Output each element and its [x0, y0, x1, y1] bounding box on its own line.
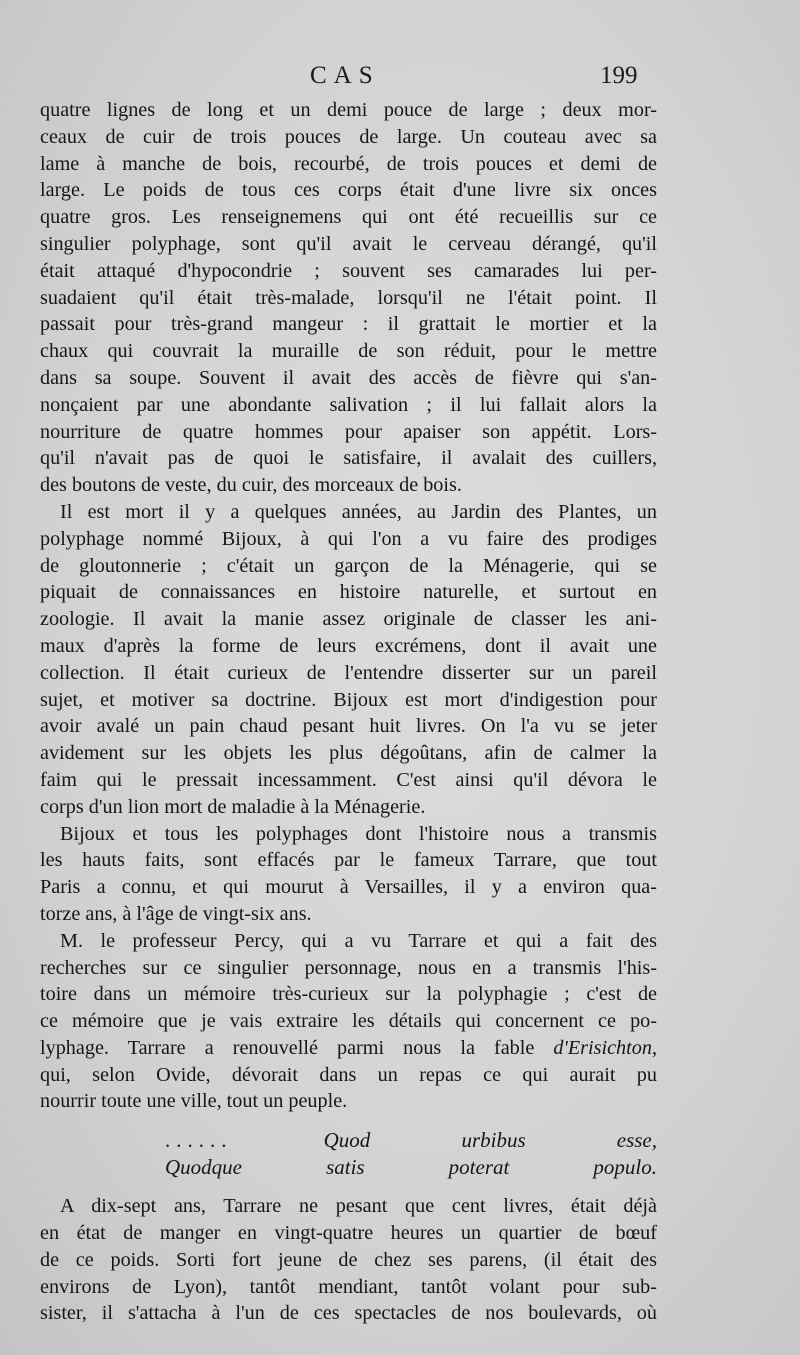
- paragraph-5: [40, 1193, 657, 1327]
- text-line: collection. Il était curieux de l'entendre disserter sur un pareil: [40, 661, 657, 684]
- text-line: piquait de connaissances en histoire naturelle, et surtout en: [40, 581, 657, 604]
- text-line: M. le professeur Percy, qui a vu Tarrare et qui a fait des: [60, 929, 657, 952]
- text-line: avoir avalé un pain chaud pesant huit livres. On l'a vu se jeter: [40, 715, 657, 738]
- work-title: d'Erisichton: [553, 1036, 652, 1059]
- verse-line: [40, 1127, 657, 1154]
- text-line: chaux qui couvrait la muraille de son réduit, pour le mettre: [40, 340, 657, 363]
- text-line: maux d'après la forme de leurs excrémens, dont il avait une: [40, 634, 657, 657]
- text-line: ce mémoire que je vais extraire les détails qui concernent ce po-: [40, 1010, 657, 1033]
- running-head: CAS: [310, 62, 380, 89]
- text-line: qui, selon Ovide, dévorait dans un repas ce qui aurait pu: [40, 1063, 657, 1086]
- latin-quotation: [40, 1127, 657, 1181]
- text-line: en état de manger en vingt-quatre heures un quartier de bœuf: [40, 1222, 657, 1245]
- text-line: recherches sur ce singulier personnage, nous en a transmis l'his-: [40, 956, 657, 979]
- text-line: torze ans, à l'âge de vingt-six ans.: [40, 902, 312, 925]
- text-line: nourriture de quatre hommes pour apaiser son appétit. Lors-: [40, 420, 657, 443]
- text-line: nourrir toute une ville, tout un peuple.: [40, 1090, 348, 1113]
- text-line: A dix-sept ans, Tarrare ne pesant que cent livres, était déjà: [60, 1195, 657, 1218]
- text-line: sister, il s'attacha à l'un de ces spectacles de nos boulevards, où: [40, 1302, 657, 1325]
- text-segment: ,: [651, 1036, 657, 1059]
- paragraph-1: [40, 97, 657, 499]
- text-line: ceaux de cuir de trois pouces de large. Un couteau avec sa: [40, 125, 657, 148]
- text-line: avidement sur les objets les plus dégoûtans, afin de calmer la: [40, 742, 657, 765]
- text-line: quatre gros. Les renseignemens qui ont été recueillis sur ce: [40, 206, 657, 229]
- text-line: Paris a connu, et qui mourut à Versailles, il y a environ qua-: [40, 876, 657, 899]
- text-line: de ce poids. Sorti fort jeune de chez ses parens, (il était des: [40, 1248, 657, 1271]
- ellipsis-dots: ......: [165, 1128, 233, 1153]
- page-number: 199: [600, 62, 638, 89]
- text-line: faim qui le pressait incessamment. C'est ainsi qu'il dévora le: [40, 768, 657, 791]
- text-line: quatre lignes de long et un demi pouce de large ; deux mor-: [40, 99, 657, 121]
- text-line: nonçaient par une abondante salivation ; il lui fallait alors la: [40, 393, 657, 416]
- text-line: sujet, et motiver sa doctrine. Bijoux est mort d'indigestion pour: [40, 688, 657, 711]
- verse-text: Quod urbibus esse,: [323, 1128, 657, 1153]
- text-line: [40, 1035, 657, 1062]
- text-line: Il est mort il y a quelques années, au Jardin des Plantes, un: [60, 500, 657, 523]
- body-text: [40, 97, 657, 1327]
- text-line: lame à manche de bois, recourbé, de trois pouces et demi de: [40, 152, 657, 175]
- paragraph-2: [40, 499, 657, 821]
- verse-line: Quodque satis poterat populo.: [165, 1155, 657, 1180]
- text-line: Bijoux et tous les polyphages dont l'histoire nous a transmis: [60, 822, 657, 845]
- text-line: polyphage nommé Bijoux, à qui l'on a vu faire des prodiges: [40, 527, 657, 550]
- text-line: corps d'un lion mort de maladie à la Ménagerie.: [40, 795, 426, 818]
- text-segment: lyphage. Tarrare a renouvellé parmi nous la fable: [40, 1036, 554, 1059]
- page-header: [0, 62, 800, 94]
- text-line: dans sa soupe. Souvent il avait des accès de fièvre qui s'an-: [40, 366, 657, 389]
- text-line: les hauts faits, sont effacés par le fameux Tarrare, que tout: [40, 849, 657, 872]
- text-line: de gloutonnerie ; c'était un garçon de la Ménagerie, qui se: [40, 554, 657, 577]
- text-line: environs de Lyon), tantôt mendiant, tantôt volant pour sub-: [40, 1275, 657, 1298]
- text-line: passait pour très-grand mangeur : il grattait le mortier et la: [40, 313, 657, 336]
- text-line: était attaqué d'hypocondrie ; souvent ses camarades lui per-: [40, 259, 657, 282]
- text-line: suadaient qu'il était très-malade, lorsqu'il ne l'était point. Il: [40, 286, 657, 309]
- paragraph-3: [40, 821, 657, 928]
- text-line: large. Le poids de tous ces corps était d'une livre six onces: [40, 179, 657, 202]
- text-line: toire dans un mémoire très-curieux sur la polyphagie ; c'est de: [40, 983, 657, 1006]
- text-line: des boutons de veste, du cuir, des morceaux de bois.: [40, 474, 462, 497]
- paragraph-4: [40, 928, 657, 1116]
- text-line: singulier polyphage, sont qu'il avait le cerveau dérangé, qu'il: [40, 232, 657, 255]
- text-line: zoologie. Il avait la manie assez originale de classer les ani-: [40, 608, 657, 631]
- text-line: qu'il n'avait pas de quoi le satisfaire, il avalait des cuillers,: [40, 447, 657, 470]
